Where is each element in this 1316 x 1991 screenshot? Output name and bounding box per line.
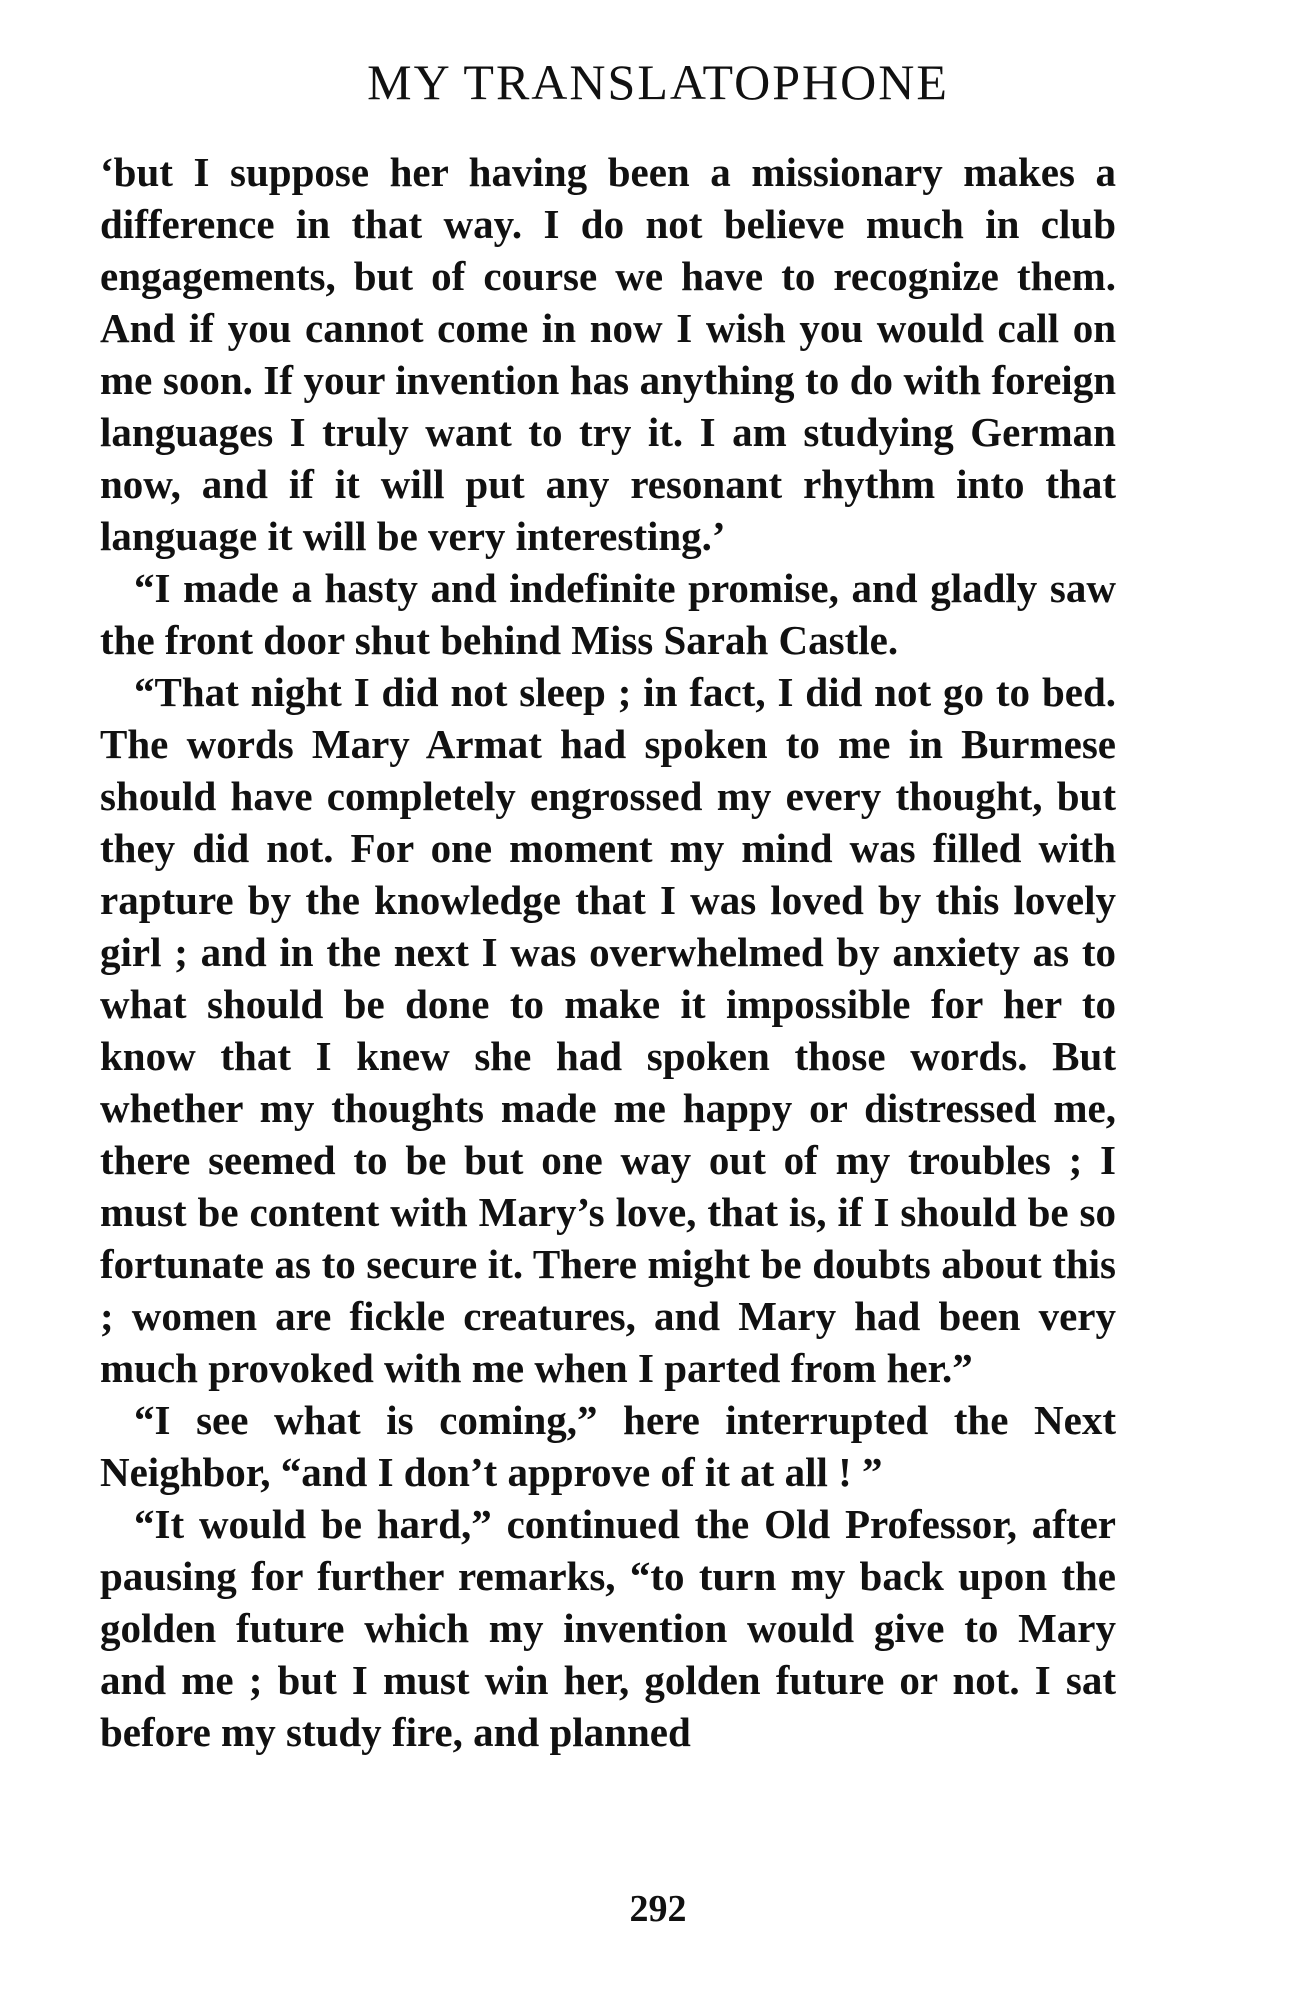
paragraph: “I see what is coming,” here interrupted the Next Neighbor, “and I don’t approve of it at all ! ” <box>100 1397 1116 1495</box>
paragraph: “It would be hard,” continued the Old Professor, after pausing for further remarks, “to turn my back upon the golden future which my invention would give to Mary and me ; but I must win her, golden future or not. I sat before my study fire, and planned <box>100 1501 1116 1755</box>
running-head: MY TRANSLATOPHONE <box>367 54 949 110</box>
paragraph-continuation: ‘but I suppose her having been a missionary makes a difference in that way. I do not believe much in club engagements, but of course we have to recognize them. And if you cannot come in now I wish you would call on me soon. If your invention has anything to do with foreign languages I truly want to try it. I am studying German now, and if it will put any resonant rhythm into that language it will be very interesting.’ <box>100 149 1116 559</box>
body-text <box>100 146 1116 1758</box>
page-number: 292 <box>629 1888 687 1930</box>
paragraph: “That night I did not sleep ; in fact, I did not go to bed. The words Mary Armat had spoken to me in Burmese should have completely engrossed my every thought, but they did not. For one moment my mind was filled with rapture by the knowledge that I was loved by this lovely girl ; and in the next I was overwhelmed by anxiety as to what should be done to make it impossible for her to know that I knew she had spoken those words. But whether my thoughts made me happy or distressed me, there seemed to be but one way out of my troubles ; I must be content with Mary’s love, that is, if I should be so fortunate as to secure it. There might be doubts about this ; women are fickle creatures, and Mary had been very much provoked with me when I parted from her.” <box>100 669 1116 1391</box>
paragraph: “I made a hasty and indefinite promise, and gladly saw the front door shut behind Miss Sarah Castle. <box>100 565 1116 663</box>
